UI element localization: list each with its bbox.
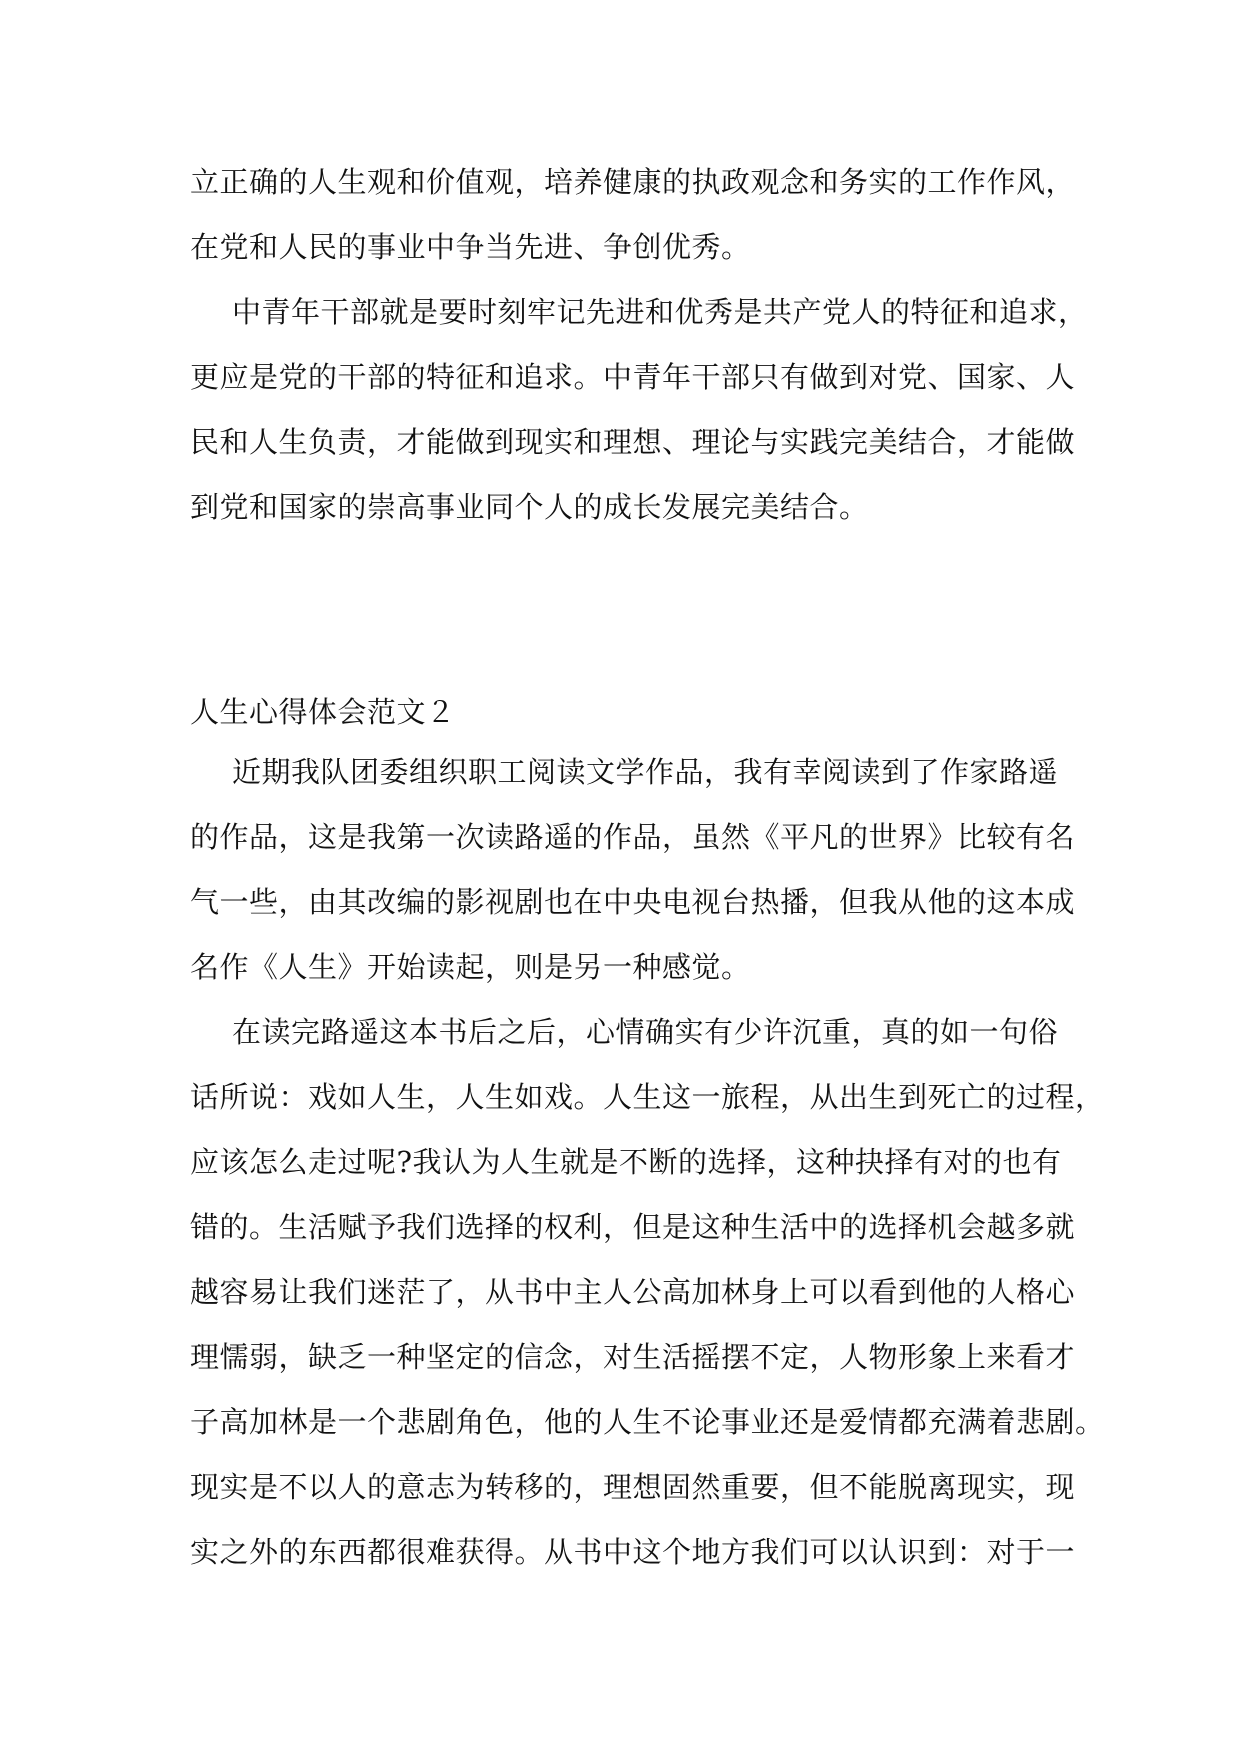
- paragraph-reading: [190, 740, 1076, 1000]
- paragraph-line: 实之外的东西都很难获得。从书中这个地方我们可以认识到：对于一: [190, 1535, 1076, 1569]
- paragraph-line: 更应是党的干部的特征和追求。中青年干部只有做到对党、国家、人: [190, 360, 1076, 394]
- paragraph-reflection: [190, 1000, 1105, 1585]
- paragraph-line: 越容易让我们迷茫了，从书中主人公高加林身上可以看到他的人格心: [190, 1275, 1076, 1309]
- paragraph-line: 在读完路遥这本书后之后，心情确实有少许沉重，真的如一句俗: [232, 1015, 1059, 1049]
- paragraph-line: 民和人生负责，才能做到现实和理想、理论与实践完美结合，才能做: [190, 425, 1076, 459]
- paragraph-line: 的作品，这是我第一次读路遥的作品，虽然《平凡的世界》比较有名: [190, 820, 1076, 854]
- paragraph-line: 立正确的人生观和价值观，培养健康的执政观念和务实的工作作风，: [190, 165, 1076, 199]
- paragraph-line: 名作《人生》开始读起，则是另一种感觉。: [190, 950, 751, 984]
- paragraph-line: 理懦弱，缺乏一种坚定的信念，对生活摇摆不定，人物形象上来看才: [190, 1340, 1076, 1374]
- paragraph-line: 在党和人民的事业中争当先进、争创优秀。: [190, 230, 751, 264]
- paragraph-line: 子高加林是一个悲剧角色，他的人生不论事业还是爱情都充满着悲剧。: [190, 1405, 1105, 1439]
- paragraph-continued: [190, 150, 1076, 280]
- section-heading: [190, 680, 1060, 745]
- paragraph-line: 中青年干部就是要时刻牢记先进和优秀是共产党人的特征和追求，: [232, 295, 1088, 329]
- paragraph-cadres: [190, 280, 1088, 540]
- paragraph-line: 气一些，由其改编的影视剧也在中央电视台热播，但我从他的这本成: [190, 885, 1076, 919]
- paragraph-line: 应该怎么走过呢?我认为人生就是不断的选择，这种抉择有对的也有: [190, 1145, 1062, 1179]
- paragraph-line: 错的。生活赋予我们选择的权利，但是这种生活中的选择机会越多就: [190, 1210, 1076, 1244]
- paragraph-line: 现实是不以人的意志为转移的，理想固然重要，但不能脱离现实，现: [190, 1470, 1076, 1504]
- paragraph-line: 近期我队团委组织职工阅读文学作品，我有幸阅读到了作家路遥: [232, 755, 1059, 789]
- paragraph-line: 话所说：戏如人生，人生如戏。人生这一旅程，从出生到死亡的过程，: [190, 1080, 1105, 1114]
- section-title: 人生心得体会范文２: [190, 695, 456, 729]
- paragraph-line: 到党和国家的崇高事业同个人的成长发展完美结合。: [190, 490, 869, 524]
